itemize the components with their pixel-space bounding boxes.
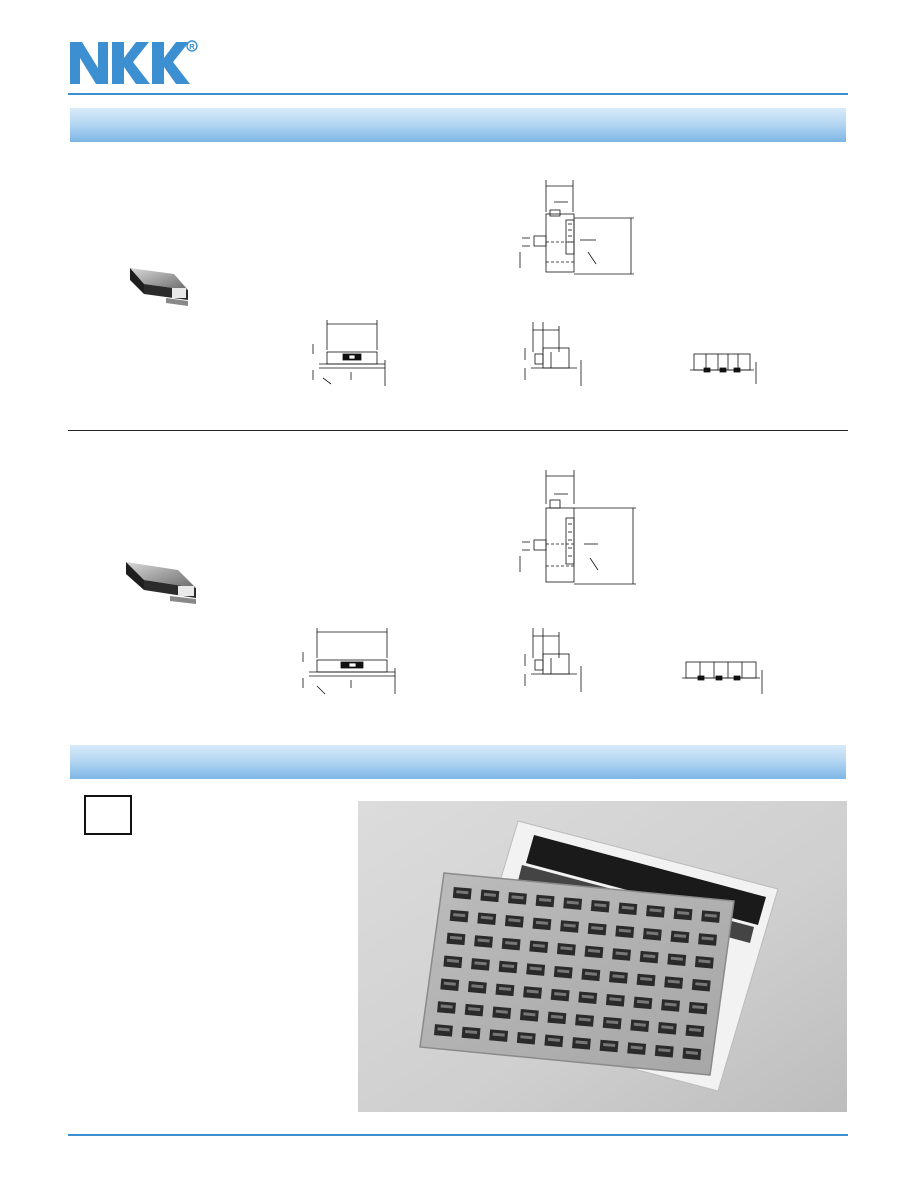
dimension-drawing-front-view-1	[305, 318, 395, 390]
footer-rule	[68, 1134, 848, 1136]
dimension-drawing-top-view-1	[510, 172, 650, 282]
dimension-drawing-front-view-2	[295, 624, 405, 700]
switch-photo-1	[120, 262, 200, 310]
nkk-logo	[68, 36, 208, 88]
section-header-band-2	[70, 745, 846, 779]
dimension-drawing-side-view-2	[515, 624, 590, 696]
dimension-drawing-side-view-1	[515, 318, 590, 390]
dimension-drawing-terminal-view-2	[680, 656, 772, 696]
dimension-drawing-top-view-2	[510, 464, 650, 592]
packaging-icon-box	[84, 795, 132, 835]
tray-packaging-photo	[358, 801, 847, 1112]
header-rule	[68, 93, 848, 95]
switch-photo-2	[116, 556, 208, 608]
dimension-drawing-terminal-view-1	[688, 350, 768, 386]
nkk-logo-mark	[68, 36, 208, 88]
section-divider	[68, 430, 848, 431]
section-header-band-1	[70, 108, 846, 142]
svg-text:R: R	[189, 42, 195, 51]
